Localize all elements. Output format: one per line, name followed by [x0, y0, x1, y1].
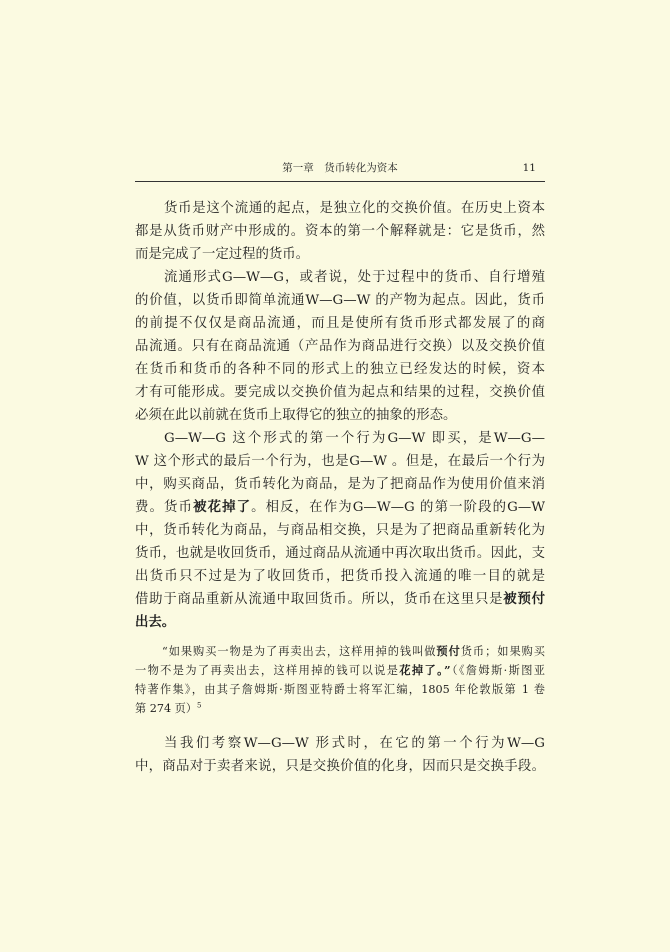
paragraph-1 [135, 197, 545, 266]
text-run: 第 274 页） [135, 702, 198, 715]
note-line: 特著作集》，由其子詹姆斯·斯图亚特爵士将军汇编，1805 年伦敦版第 1 卷 [135, 683, 545, 696]
text-line: 在货币和货币的各种不同的形式上的独立已经发达的时候，资本 [135, 362, 545, 377]
text-line: 流通形式G—W—G，或者说，处于过程中的货币、自行增殖 [164, 270, 545, 285]
text-line: 出货币只不过是为了收回货币，把货币投入流通的唯一目的就是 [135, 569, 545, 584]
text-line: 中，购买商品，货币转化为商品，是为了把商品作为使用价值来消 [135, 477, 545, 492]
text-run: 借助于商品重新从流通中取回货币。所以，货币在这里只是 [135, 592, 504, 607]
paragraph-4 [135, 732, 545, 778]
note-line [135, 642, 545, 661]
text-line: 货币，也就是收回货币，通过商品从流通中再次取出货币。因此，支 [135, 546, 545, 561]
header-rule [135, 181, 545, 182]
body-text [135, 197, 545, 634]
text-run: （《詹姆斯·斯图亚 [450, 664, 545, 677]
quotation-note [135, 642, 545, 718]
text-line: 必须在此以前就在货币上取得它的独立的抽象的形态。 [135, 408, 457, 423]
text-line: 都是从货币财产中形成的。资本的第一个解释就是：它是货币，然 [135, 224, 545, 239]
note-line [135, 699, 545, 718]
text-run: 。相反，在作为G—W—G 的第一阶段的G—W [251, 500, 545, 515]
footnote-reference: 5 [197, 701, 202, 710]
text-line: 而是完成了一定过程的货币。 [135, 247, 310, 262]
emphasis-run: 被花掉了 [193, 499, 252, 515]
text-line [135, 496, 545, 519]
text-line: 中，货币转化为商品，与商品相交换，只是为了把商品重新转化为 [135, 523, 545, 538]
text-run: 费。货币 [135, 500, 194, 515]
emphasis-run: 预付 [436, 644, 461, 658]
page-number: 11 [522, 162, 536, 174]
text-run: 货币；如果购买 [460, 645, 545, 658]
text-line: W 这个形式的最后一个行为，也是G—W 。但是，在最后一个行为 [135, 454, 545, 469]
text-line: G—W—G 这个形式的第一个行为G—W 即买，是W—G— [164, 431, 545, 446]
text-run: “如果购买一物是为了再卖出去，这样用掉的钱叫做 [162, 645, 437, 658]
paragraph-3 [135, 427, 545, 634]
text-run: 一物不是为了再卖出去，这样用掉的钱可以说是 [135, 664, 400, 677]
text-line: 品流通。只有在商品流通（产品作为商品进行交换）以及交换价值 [135, 339, 545, 354]
emphasis-run: 花掉了。” [399, 663, 451, 677]
text-line: 的前提不仅仅是商品流通，而且是使所有货币形式都发展了的商 [135, 316, 545, 331]
text-line: 才有可能形成。要完成以交换价值为起点和结果的过程，交换价值 [135, 385, 545, 400]
text-line: 出去。 [135, 614, 176, 630]
paragraph-2 [135, 266, 545, 427]
text-line: 货币是这个流通的起点，是独立化的交换价值。在历史上资本 [164, 201, 545, 216]
text-line: 的价值，以货币即简单流通W—G—W 的产物为起点。因此，货币 [135, 293, 545, 308]
note-line [135, 661, 545, 680]
text-line [135, 588, 545, 611]
emphasis-run: 被预付 [503, 591, 546, 607]
text-line: 中，商品对于卖者来说，只是交换价值的化身，因而只是交换手段。 [135, 759, 545, 774]
running-header-title: 第一章 货币转化为资本 [282, 162, 398, 174]
text-line: 当我们考察W—G—W 形式时，在它的第一个行为W—G [164, 736, 545, 751]
